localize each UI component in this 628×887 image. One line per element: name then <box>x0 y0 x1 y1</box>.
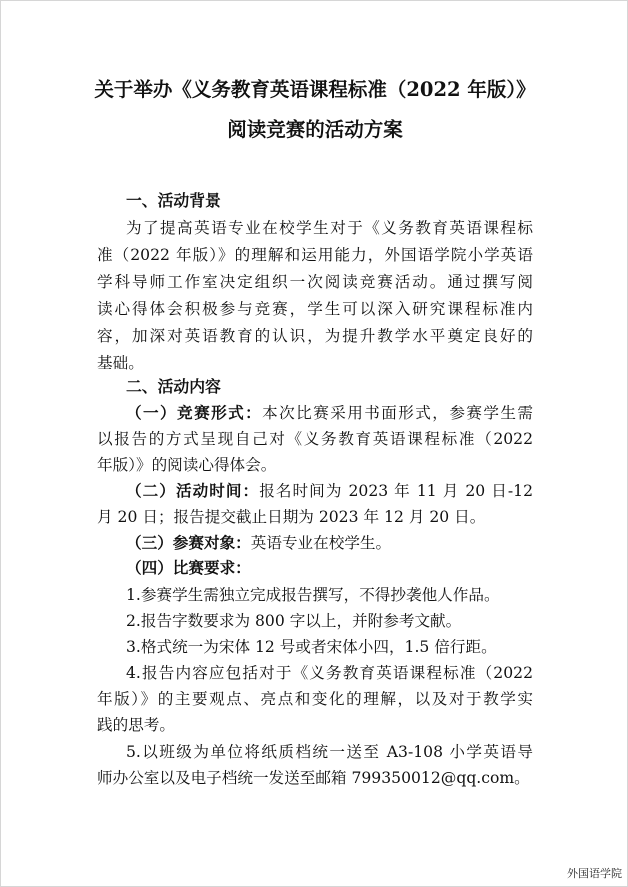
requirement-item: 4.报告内容应包括对于《义务教育英语课程标准（2022 <box>126 664 533 682</box>
requirement-item: 1.参赛学生需独立完成报告撰写，不得抄袭他人作品。 <box>126 586 500 604</box>
paragraph-line: 容，加深对英语教育的认识，为提升教学水平奠定良好的 <box>97 327 533 345</box>
participants-label: （三）参赛对象： <box>126 533 251 552</box>
participants-text: 英语专业在校学生。 <box>250 534 392 552</box>
requirement-item-continuation: 践的思考。 <box>97 716 175 734</box>
activity-time-label: （二）活动时间： <box>126 481 260 500</box>
paragraph-line: 为了提高英语专业在校学生对于《义务教育英语课程标 <box>126 219 533 237</box>
paragraph-line: 基础。 <box>97 354 144 372</box>
paragraph-line: 准（2022 年版）》的理解和运用能力，外国语学院小学英语 <box>97 246 533 264</box>
activity-time-line <box>126 481 533 501</box>
requirement-item: 5.以班级为单位将纸质档统一送至 A3-108 小学英语导 <box>126 743 533 761</box>
requirement-item-continuation: 师办公室以及电子档统一发送至邮箱 799350012@qq.com。 <box>97 769 530 787</box>
competition-form-line <box>126 403 533 423</box>
requirement-item: 2.报告字数要求为 800 字以上，并附参考文献。 <box>126 612 462 630</box>
section-heading-content: 二、活动内容 <box>126 377 221 396</box>
requirement-item-continuation: 年版）》的主要观点、亮点和变化的理解，以及对于教学实 <box>97 690 533 708</box>
activity-time-text: 报名时间为 2023 年 11 月 20 日-12 <box>259 482 533 500</box>
paragraph-line: 以报告的方式呈现自己对《义务教育英语课程标准（2022 <box>97 430 533 448</box>
competition-form-label: （一）竞赛形式： <box>126 403 263 422</box>
paragraph-line: 学科导师工作室决定组织一次阅读竞赛活动。通过撰写阅 <box>97 273 533 291</box>
paragraph-line: 读心得体会积极参与竞赛，学生可以深入研究课程标准内 <box>97 300 533 318</box>
requirement-item: 3.格式统一为宋体 12 号或者宋体小四，1.5 倍行距。 <box>126 638 497 656</box>
document-title-line-2: 阅读竞赛的活动方案 <box>227 118 403 141</box>
paragraph-line: 年版）》的阅读心得体会。 <box>97 456 277 474</box>
watermark-text: 外国语学院 <box>567 867 622 880</box>
paragraph-line: 月 20 日；报告提交截止日期为 2023 年 12 月 20 日。 <box>97 508 486 526</box>
participants-line <box>126 533 533 553</box>
section-heading-background: 一、活动背景 <box>126 191 221 210</box>
competition-form-text: 本次比赛采用书面形式，参赛学生需 <box>262 404 533 422</box>
document-title-line-1: 关于举办《义务教育英语课程标准（2022 年版）》 <box>94 78 536 101</box>
requirements-label: （四）比赛要求： <box>126 558 251 577</box>
